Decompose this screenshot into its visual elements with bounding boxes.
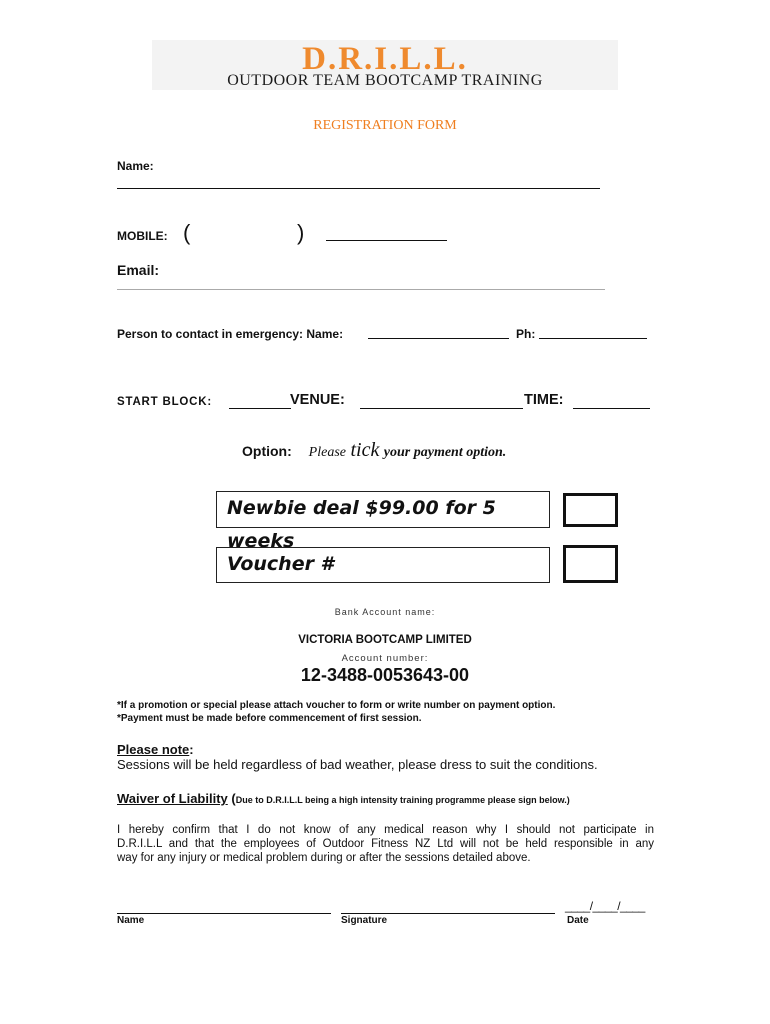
mobile-field-line[interactable] xyxy=(326,240,447,241)
newbie-deal-checkbox[interactable] xyxy=(563,493,618,527)
date-line[interactable]: ____/____/____ xyxy=(565,899,645,913)
mobile-label: MOBILE: xyxy=(117,229,168,243)
promotion-note: *If a promotion or special please attach voucher to form or write number on payment option. xyxy=(117,700,556,711)
date-caption: Date xyxy=(567,915,589,926)
emergency-ph-line[interactable] xyxy=(539,338,647,339)
mobile-close-paren: ) xyxy=(297,220,305,245)
option-label: Option: xyxy=(242,443,292,459)
option-please: Please xyxy=(308,445,346,460)
please-note-text: Sessions will be held regardless of bad weather, please dress to suit the conditions. xyxy=(117,757,598,772)
mobile-open-paren: ( xyxy=(183,220,191,245)
please-note-title: Please note xyxy=(117,742,190,757)
newbie-deal-option: Newbie deal $99.00 for 5 weeks xyxy=(216,491,550,528)
time-line[interactable] xyxy=(573,408,650,409)
start-block-label: START BLOCK: xyxy=(117,396,212,408)
please-note-colon: : xyxy=(189,742,194,757)
logo-subtitle: OUTDOOR TEAM BOOTCAMP TRAINING xyxy=(227,72,543,89)
option-rest: your payment option. xyxy=(383,445,507,460)
name-signature-line[interactable] xyxy=(117,913,331,914)
name-field-line[interactable] xyxy=(117,188,600,189)
start-block-line[interactable] xyxy=(229,408,291,409)
logo-title: D.R.I.L.L. xyxy=(302,41,468,77)
payment-option-instruction xyxy=(242,439,506,462)
please-note-heading xyxy=(117,742,194,757)
emergency-ph-label: Ph: xyxy=(516,327,536,341)
venue-label: VENUE: xyxy=(290,392,345,408)
name-caption: Name xyxy=(117,915,145,926)
option-tick: tick xyxy=(350,439,380,461)
name-label: Name: xyxy=(117,159,154,173)
voucher-option: Voucher # xyxy=(216,547,550,583)
form-title: REGISTRATION FORM xyxy=(313,118,457,133)
signature-caption: Signature xyxy=(341,915,388,926)
waiver-body-line-3: way for any injury or medical problem during or after the sessions detailed above. xyxy=(117,852,531,864)
venue-line[interactable] xyxy=(360,408,523,409)
waiver-paren-text: Due to D.R.I.L.L being a high intensity training programme please sign below.) xyxy=(235,795,570,805)
bank-account-name: VICTORIA BOOTCAMP LIMITED xyxy=(298,634,472,646)
emergency-name-label: Person to contact in emergency: Name: xyxy=(117,327,344,341)
account-number: 12-3488-0053643-00 xyxy=(300,665,470,685)
emergency-name-line[interactable] xyxy=(368,338,509,339)
time-label: TIME: xyxy=(524,392,564,408)
account-number-label: Account number: xyxy=(341,653,429,664)
drill-logo xyxy=(152,40,618,90)
signature-line[interactable] xyxy=(341,913,555,914)
waiver-heading xyxy=(117,790,570,808)
waiver-body-line-2: D.R.I.L.L and that the employees of Outdoor Fitness NZ Ltd will not be held responsible in any xyxy=(117,838,654,850)
bank-account-name-label: Bank Account name: xyxy=(334,607,436,617)
voucher-checkbox[interactable] xyxy=(563,545,618,583)
waiver-title: Waiver of Liability xyxy=(117,791,228,806)
email-label: Email: xyxy=(117,262,160,278)
waiver-paren-open: ( xyxy=(227,791,236,806)
payment-note: *Payment must be made before commencement of first session. xyxy=(117,713,422,724)
email-field-line[interactable] xyxy=(117,289,605,290)
waiver-body-line-1: I hereby confirm that I do not know of any medical reason why I should not participate in xyxy=(117,824,654,836)
